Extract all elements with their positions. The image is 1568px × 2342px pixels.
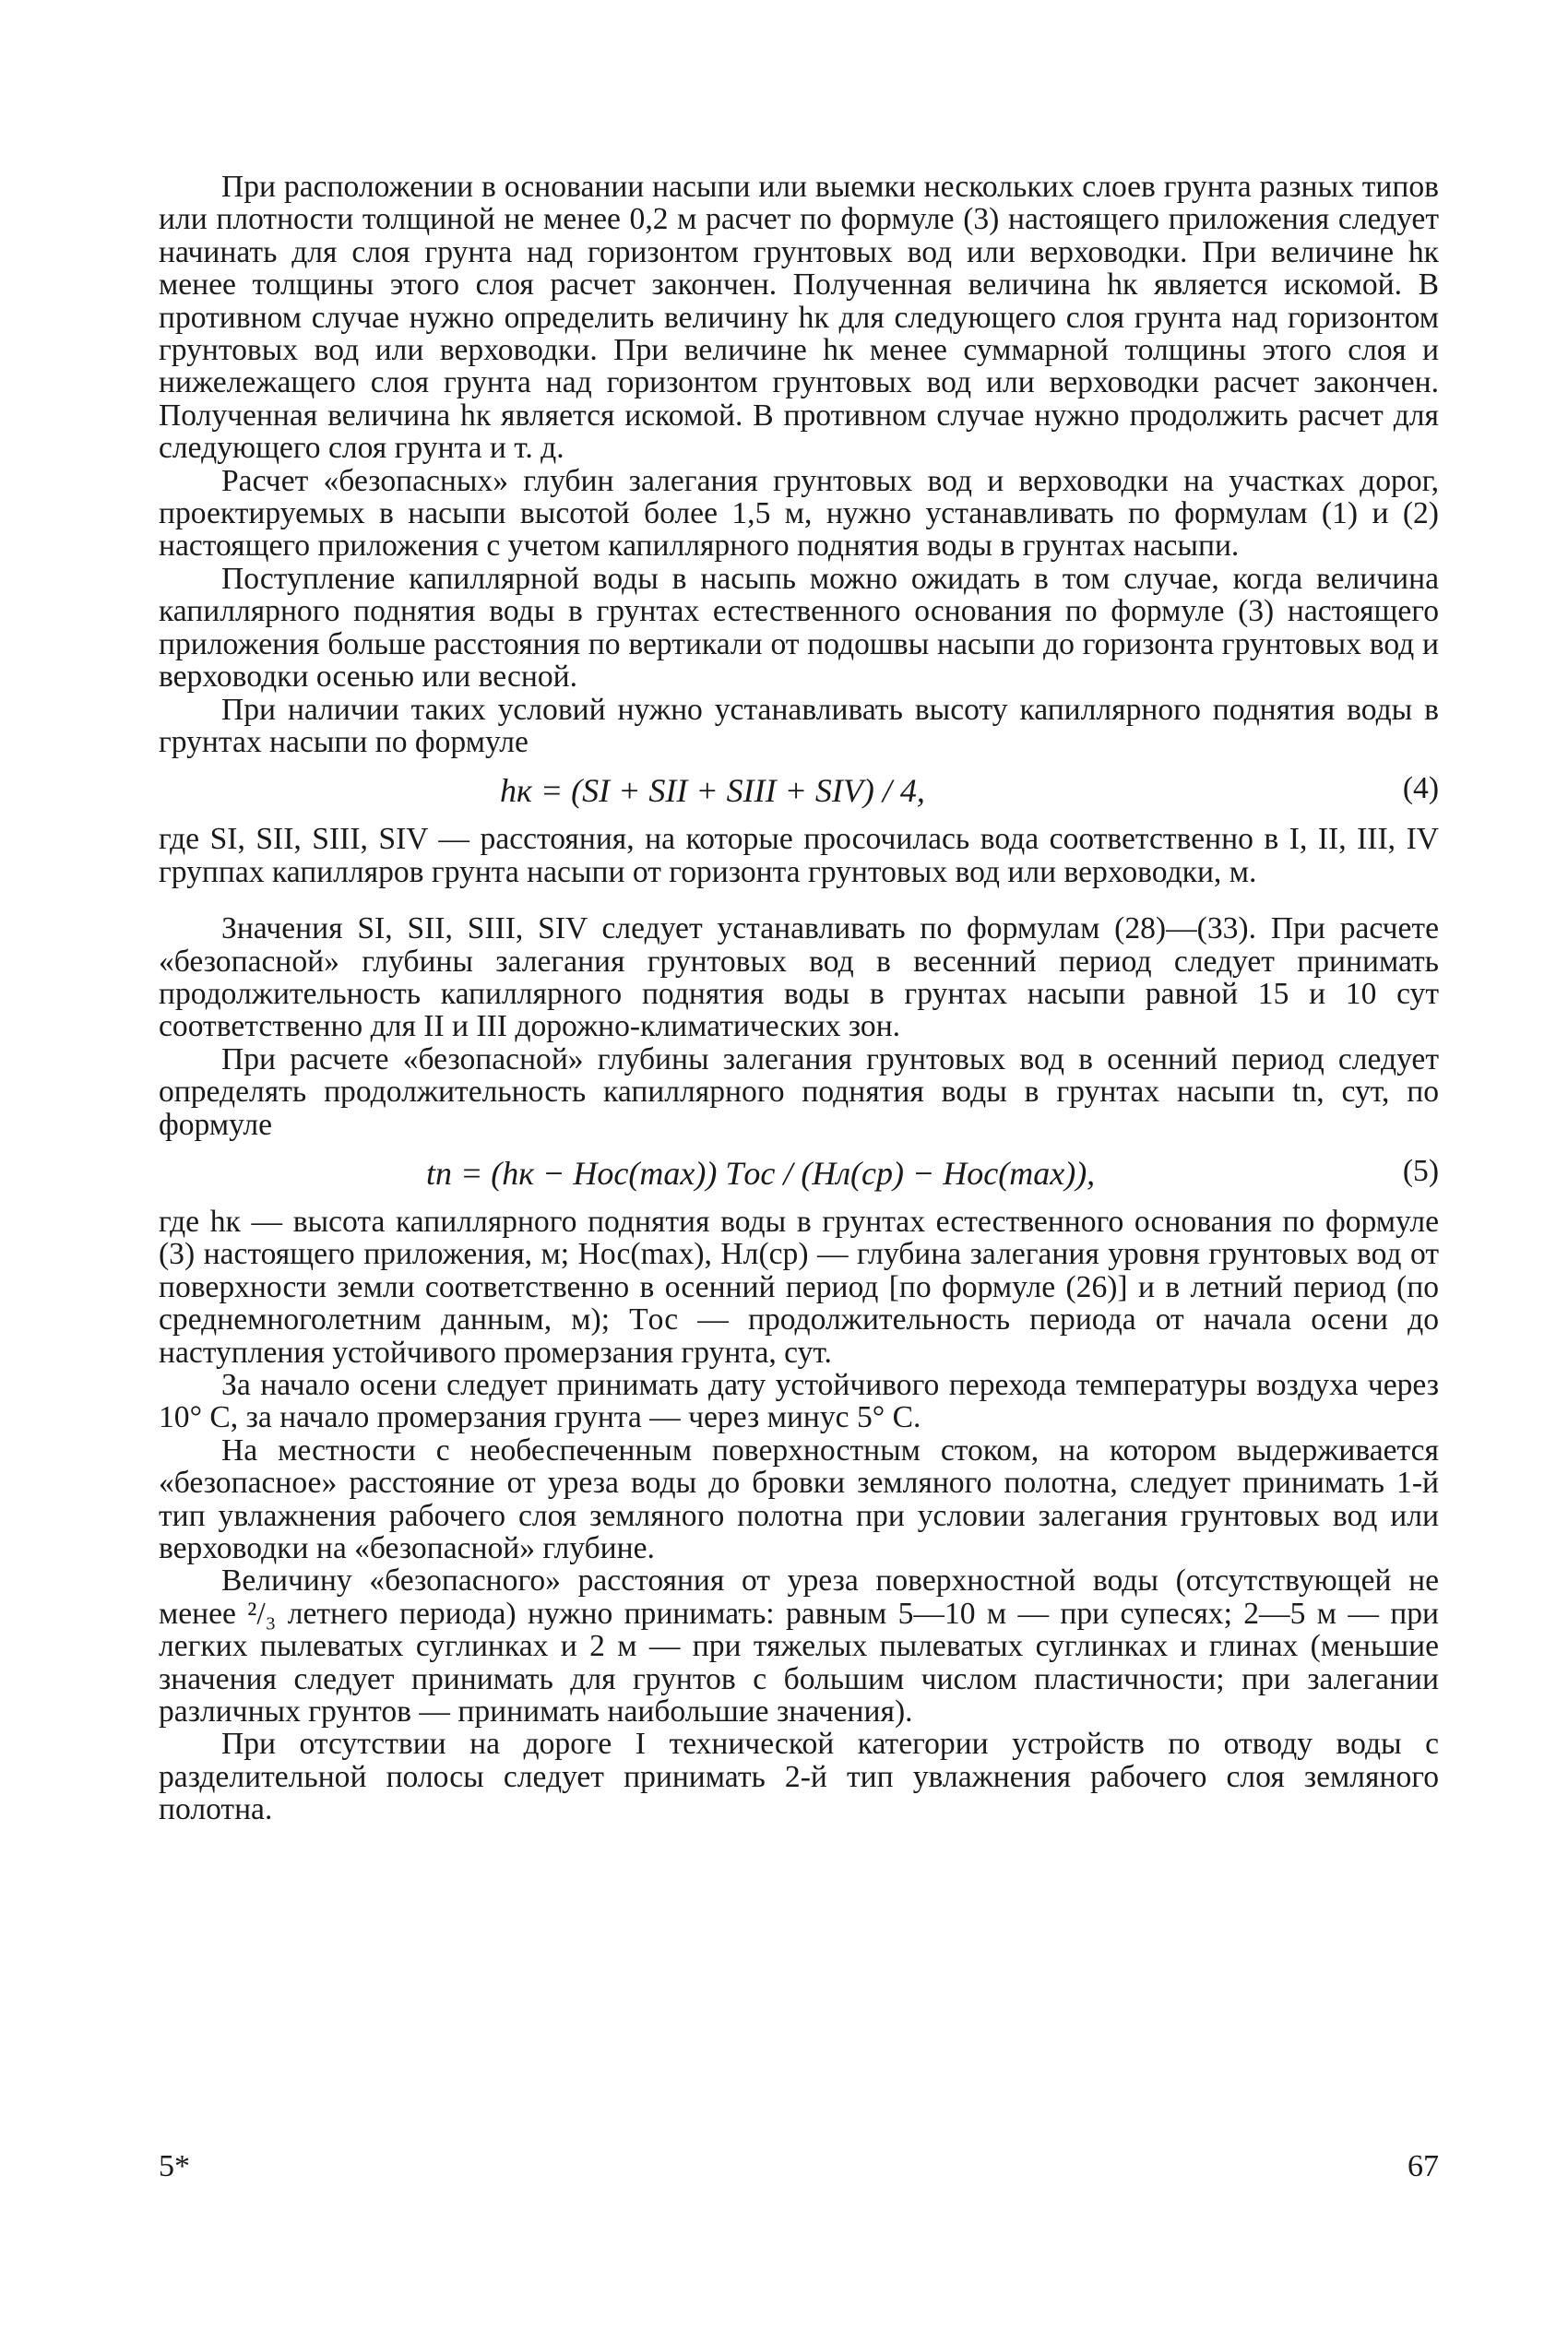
paragraph-capillary-height-intro: При наличии таких условий нужно устанавливать высоту капиллярного поднятия воды в грунтах насыпи по формуле xyxy=(159,692,1439,759)
formula-4-expression: hк = (SI + SII + SIII + SIV) / 4, xyxy=(500,772,925,810)
formula-4 xyxy=(159,758,1439,823)
paragraph-spring-period: Значения SI, SII, SIII, SIV следует устанавливать по формулам (28)—(33). При расчете «безопасной» глубины залегания грунтовых вод в весенний период следует принимать продолжительность капиллярного поднятия воды в грунтах насыпи равной 15 и 10 сут соответственно для II и III дорожно-климатических зон. xyxy=(159,911,1439,1044)
formula-4-number: (4) xyxy=(1402,771,1439,806)
paragraph-capillary-inflow: Поступление капиллярной воды в насыпь можно ожидать в том случае, когда величина капиллярного поднятия воды в грунтах естественного основания по формуле (3) настоящего приложения больше расстояния по вертикали от подошвы насыпи до горизонта грунтовых вод и верховодки осенью или весной. xyxy=(159,561,1439,695)
page-body xyxy=(159,171,1439,1826)
paragraph-autumn-start: За начало осени следует принимать дату устойчивого перехода температуры воздуха через 10° С, за начало промерзания грунта — через минус 5° С. xyxy=(159,1368,1439,1435)
paragraph-autumn-period-intro: При расчете «безопасной» глубины залегания грунтовых вод в осенний период следует определять продолжительность капиллярного поднятия воды в грунтах насыпи tn, сут, по формуле xyxy=(159,1041,1439,1142)
formula-5-number: (5) xyxy=(1402,1153,1439,1188)
paragraph-safe-depths: Расчет «безопасных» глубин залегания грунтовых вод и верховодки на участках дорог, проектируемых в насыпи высотой более 1,5 м, нужно устанавливать по формулам (1) и (2) настоящего приложения с учетом капиллярного поднятия воды в грунтах насыпи. xyxy=(159,463,1439,564)
paragraph-formula-4-legend: где SI, SII, SIII, SIV — расстояния, на которые просочилась вода соответственно в I, II, III, IV группах капилляров грунта насыпи от горизонта грунтовых вод или верховодки, м. xyxy=(159,822,1439,889)
paragraph-surface-runoff: На местности с необеспеченным поверхностным стоком, на котором выдерживается «безопасное» расстояние от уреза воды до бровки земляного полотна, следует принимать 1-й тип увлажнения рабочего слоя земляного полотна при условии залегания грунтовых вод или верховодки на «безопасной» глубине. xyxy=(159,1433,1439,1566)
paragraph-safe-distance: Величину «безопасного» расстояния от уреза поверхностной воды (отсутствующей не менее ²/₃ летнего периода) нужно принимать: равным 5—10 м — при супесях; 2—5 м — при легких пылеватых суглинках и 2 м — при тяжелых пылеватых суглинках и глинах (меньшие значения следует принимать для грунтов с большим числом пластичности; при залегании различных грунтов — принимать наибольшие значения). xyxy=(159,1563,1439,1730)
formula-5 xyxy=(159,1141,1439,1206)
paragraph-formula-5-legend: где hк — высота капиллярного поднятия воды в грунтах естественного основания по формуле (3) настоящего приложения, м; Hос(max), Hл(ср) — глубина залегания уровня грунтовых вод от поверхности земли соответственно в осенний период [по формуле (26)] и в летний период (по среднемноголетним данным, м); Tос — продолжительность периода от начала осени до наступления устойчивого промерзания грунта, сут. xyxy=(159,1204,1439,1370)
page-number: 67 xyxy=(1408,2149,1439,2183)
formula-5-expression: tn = (hк − Hос(max)) Tос / (Hл(ср) − Hос(max)), xyxy=(426,1154,1096,1192)
paragraph-category-one-road: При отсутствии на дороге I технической категории устройств по отводу воды с разделительной полосы следует принимать 2-й тип увлажнения рабочего слоя земляного полотна. xyxy=(159,1727,1439,1827)
signature-mark: 5* xyxy=(159,2149,190,2183)
paragraph-layered-soil: При расположении в основании насыпи или выемки нескольких слоев грунта разных типов или плотности толщиной не менее 0,2 м расчет по формуле (3) настоящего приложения следует начинать для слоя грунта над горизонтом грунтовых вод или верховодки. При величине hк менее толщины этого слоя расчет закончен. Полученная величина hк является искомой. В противном случае нужно определить величину hк для следующего слоя грунта над горизонтом грунтовых вод или верховодки. При величине hк менее суммарной толщины этого слоя и нижележащего слоя грунта над горизонтом грунтовых вод или верховодки расчет закончен. Полученная величина hк является искомой. В противном случае нужно продолжить расчет для следующего слоя грунта и т. д. xyxy=(159,170,1439,466)
